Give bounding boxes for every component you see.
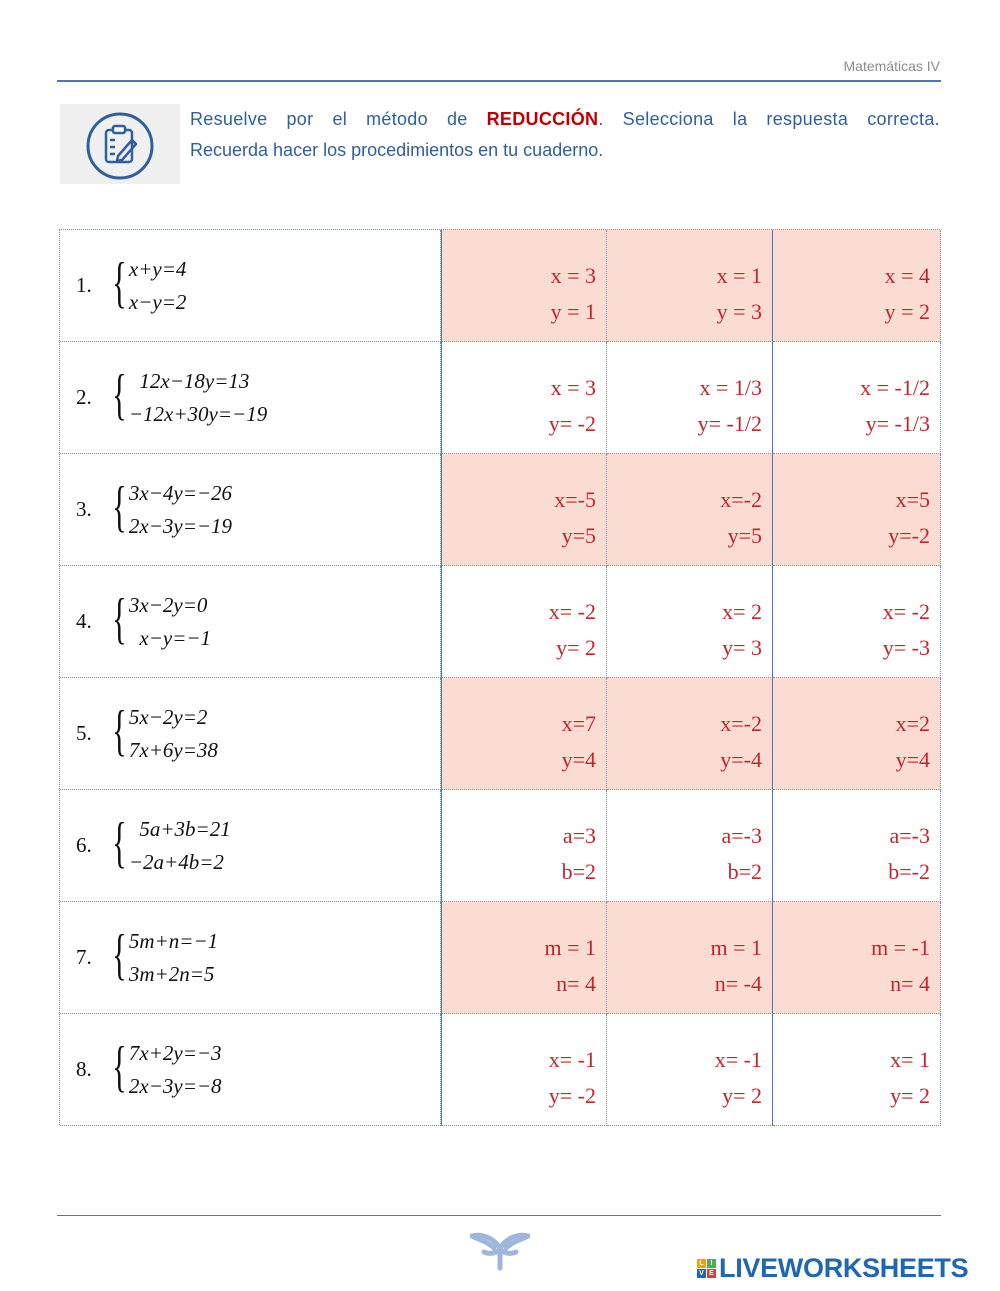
- system-brace: {: [112, 475, 127, 538]
- question-number: 5.: [76, 721, 92, 745]
- page-subject: Matemáticas IV: [843, 58, 940, 74]
- answer-option[interactable]: [773, 1014, 941, 1126]
- equation-system: [106, 1037, 222, 1103]
- question-number: 7.: [76, 945, 92, 969]
- answer-value: y=-2: [888, 523, 930, 548]
- instruction-line-1: [190, 104, 940, 135]
- answer-option[interactable]: [607, 566, 773, 678]
- answer-value: x = 1: [716, 263, 762, 288]
- question-number: 6.: [76, 833, 92, 857]
- header-divider: [57, 80, 941, 82]
- answer-value: n= 4: [556, 971, 596, 996]
- answer-value: x=2: [895, 711, 930, 736]
- equation: 5a+3b=21: [128, 816, 231, 841]
- equation-system: [106, 925, 218, 991]
- equations: [129, 925, 218, 991]
- answer-value: x=-5: [554, 487, 596, 512]
- answer-value: x = 3: [550, 263, 596, 288]
- equation: 5x−2y=2: [128, 704, 208, 729]
- equations: [129, 477, 232, 543]
- equation: 5m+n=−1: [128, 928, 219, 953]
- answer-value: x=-2: [720, 487, 762, 512]
- answer-value: y= -2: [548, 411, 596, 436]
- instruction-word: de: [446, 109, 468, 129]
- equations: [129, 589, 211, 655]
- equation: x−y=−1: [128, 625, 212, 650]
- answer-option[interactable]: [441, 566, 607, 678]
- equation: 3x−4y=−26: [128, 480, 233, 505]
- equation: −12x+30y=−19: [128, 401, 268, 426]
- answer-option[interactable]: [773, 454, 941, 566]
- answer-option[interactable]: [441, 342, 607, 454]
- answer-value: n= -4: [714, 971, 762, 996]
- system-brace: {: [112, 587, 127, 650]
- question-number: 2.: [76, 385, 92, 409]
- answer-value: n= 4: [890, 971, 930, 996]
- answer-option[interactable]: [607, 342, 773, 454]
- answer-value: x= -1: [714, 1047, 762, 1072]
- equation-system: [106, 477, 232, 543]
- answer-value: x= -1: [548, 1047, 596, 1072]
- system-brace: {: [112, 923, 127, 986]
- answer-option[interactable]: [773, 566, 941, 678]
- instruction-word: correcta.: [867, 109, 940, 129]
- question-cell: [60, 790, 441, 902]
- answer-value: x= 1: [890, 1047, 930, 1072]
- equations: [129, 813, 231, 879]
- answer-value: y= 2: [556, 635, 596, 660]
- answer-option[interactable]: [441, 1014, 607, 1126]
- answer-value: x = -1/2: [860, 375, 930, 400]
- brand-name: LIVEWORKSHEETS: [719, 1253, 969, 1283]
- equation-system: [106, 701, 218, 767]
- equation-system: [106, 589, 211, 655]
- answer-option[interactable]: [773, 342, 941, 454]
- question-cell: [60, 1014, 441, 1126]
- question-cell: [60, 454, 441, 566]
- answer-value: a=3: [562, 823, 596, 848]
- question-cell: [60, 342, 441, 454]
- equations: [129, 253, 186, 319]
- answer-option[interactable]: [441, 454, 607, 566]
- instruction-word: método: [366, 109, 428, 129]
- instruction-word: Selecciona: [622, 109, 714, 129]
- instruction-word: el: [332, 109, 348, 129]
- equation: 7x+2y=−3: [128, 1040, 222, 1065]
- answer-value: x= -2: [548, 599, 596, 624]
- instruction-line-2: Recuerda hacer los procedimientos en tu cuaderno.: [190, 140, 604, 160]
- logo-letter: E: [707, 1269, 716, 1278]
- question-cell: [60, 230, 441, 342]
- question-cell: [60, 566, 441, 678]
- footer-divider: [57, 1215, 941, 1216]
- question-number: 4.: [76, 609, 92, 633]
- answer-value: m = 1: [710, 935, 762, 960]
- equation-system: [106, 813, 231, 879]
- answer-value: x = 1/3: [699, 375, 762, 400]
- logo-blocks: [697, 1259, 716, 1278]
- answer-option[interactable]: [607, 678, 773, 790]
- answer-value: b=2: [561, 859, 596, 884]
- answer-value: m = -1: [871, 935, 930, 960]
- answer-value: m = 1: [544, 935, 596, 960]
- answer-value: a=-3: [721, 823, 762, 848]
- answer-value: x = 4: [884, 263, 930, 288]
- answer-option[interactable]: [773, 790, 941, 902]
- answer-value: y= 3: [722, 635, 762, 660]
- equation: 3x−2y=0: [128, 592, 208, 617]
- answer-value: y= -1/3: [865, 411, 930, 436]
- logo-letter: L: [697, 1259, 706, 1268]
- answer-value: y = 1: [550, 299, 596, 324]
- equation-system: [106, 365, 267, 431]
- instruction-word: Resuelve: [190, 109, 268, 129]
- answer-value: y=5: [561, 523, 596, 548]
- answer-option[interactable]: [607, 1014, 773, 1126]
- answer-option[interactable]: [607, 454, 773, 566]
- answer-option[interactable]: [773, 230, 941, 342]
- equation: x+y=4: [128, 256, 187, 281]
- liveworksheets-logo: [697, 1253, 968, 1284]
- equation: 12x−18y=13: [128, 368, 250, 393]
- system-brace: {: [112, 251, 127, 314]
- answer-value: y=4: [895, 747, 930, 772]
- answer-option[interactable]: [773, 678, 941, 790]
- question-number: 1.: [76, 273, 92, 297]
- question-number: 3.: [76, 497, 92, 521]
- answer-option[interactable]: [607, 790, 773, 902]
- equation: 3m+2n=5: [128, 961, 215, 986]
- question-number: 8.: [76, 1057, 92, 1081]
- clipboard-pencil-icon: [60, 104, 180, 184]
- system-brace: {: [112, 363, 127, 426]
- answer-value: x = 3: [550, 375, 596, 400]
- answer-value: x=-2: [720, 711, 762, 736]
- answer-option[interactable]: [773, 902, 941, 1014]
- instructions: [190, 104, 940, 166]
- answer-value: y= -3: [882, 635, 930, 660]
- instruction-word: .: [598, 109, 604, 129]
- answer-value: x= -2: [882, 599, 930, 624]
- exercise-table: [59, 229, 940, 1125]
- equation: −2a+4b=2: [128, 849, 224, 874]
- answer-value: x=7: [561, 711, 596, 736]
- equations: [129, 701, 218, 767]
- answer-option[interactable]: [441, 902, 607, 1014]
- logo-letter: V: [697, 1269, 706, 1278]
- instruction-word: la: [732, 109, 748, 129]
- answer-value: a=-3: [889, 823, 930, 848]
- answer-option[interactable]: [441, 678, 607, 790]
- answer-value: x=5: [895, 487, 930, 512]
- instruction-word: respuesta: [766, 109, 849, 129]
- answer-option[interactable]: [441, 790, 607, 902]
- bird-ornament-icon: [470, 1228, 530, 1277]
- equation: 2x−3y=−8: [128, 1073, 222, 1098]
- answer-value: y=-4: [720, 747, 762, 772]
- answer-value: y= -1/2: [697, 411, 762, 436]
- answer-option[interactable]: [607, 230, 773, 342]
- answer-value: y=4: [561, 747, 596, 772]
- answer-value: y= 2: [722, 1083, 762, 1108]
- answer-value: y = 2: [884, 299, 930, 324]
- equations: [129, 1037, 222, 1103]
- answer-value: y= -2: [548, 1083, 596, 1108]
- method-keyword: REDUCCIÓN: [486, 109, 599, 129]
- equation: 2x−3y=−19: [128, 513, 233, 538]
- equation-system: [106, 253, 186, 319]
- answer-option[interactable]: [441, 230, 607, 342]
- answer-value: y=5: [727, 523, 762, 548]
- question-cell: [60, 678, 441, 790]
- equation: x−y=2: [128, 289, 187, 314]
- equation: 7x+6y=38: [128, 737, 218, 762]
- logo-letter: I: [707, 1259, 716, 1268]
- answer-value: b=2: [727, 859, 762, 884]
- answer-value: y = 3: [716, 299, 762, 324]
- instruction-word: por: [286, 109, 314, 129]
- system-brace: {: [112, 1035, 127, 1098]
- question-cell: [60, 902, 441, 1014]
- equations: [129, 365, 267, 431]
- answer-option[interactable]: [607, 902, 773, 1014]
- answer-value: b=-2: [888, 859, 930, 884]
- answer-value: x= 2: [722, 599, 762, 624]
- answer-value: y= 2: [890, 1083, 930, 1108]
- system-brace: {: [112, 811, 127, 874]
- system-brace: {: [112, 699, 127, 762]
